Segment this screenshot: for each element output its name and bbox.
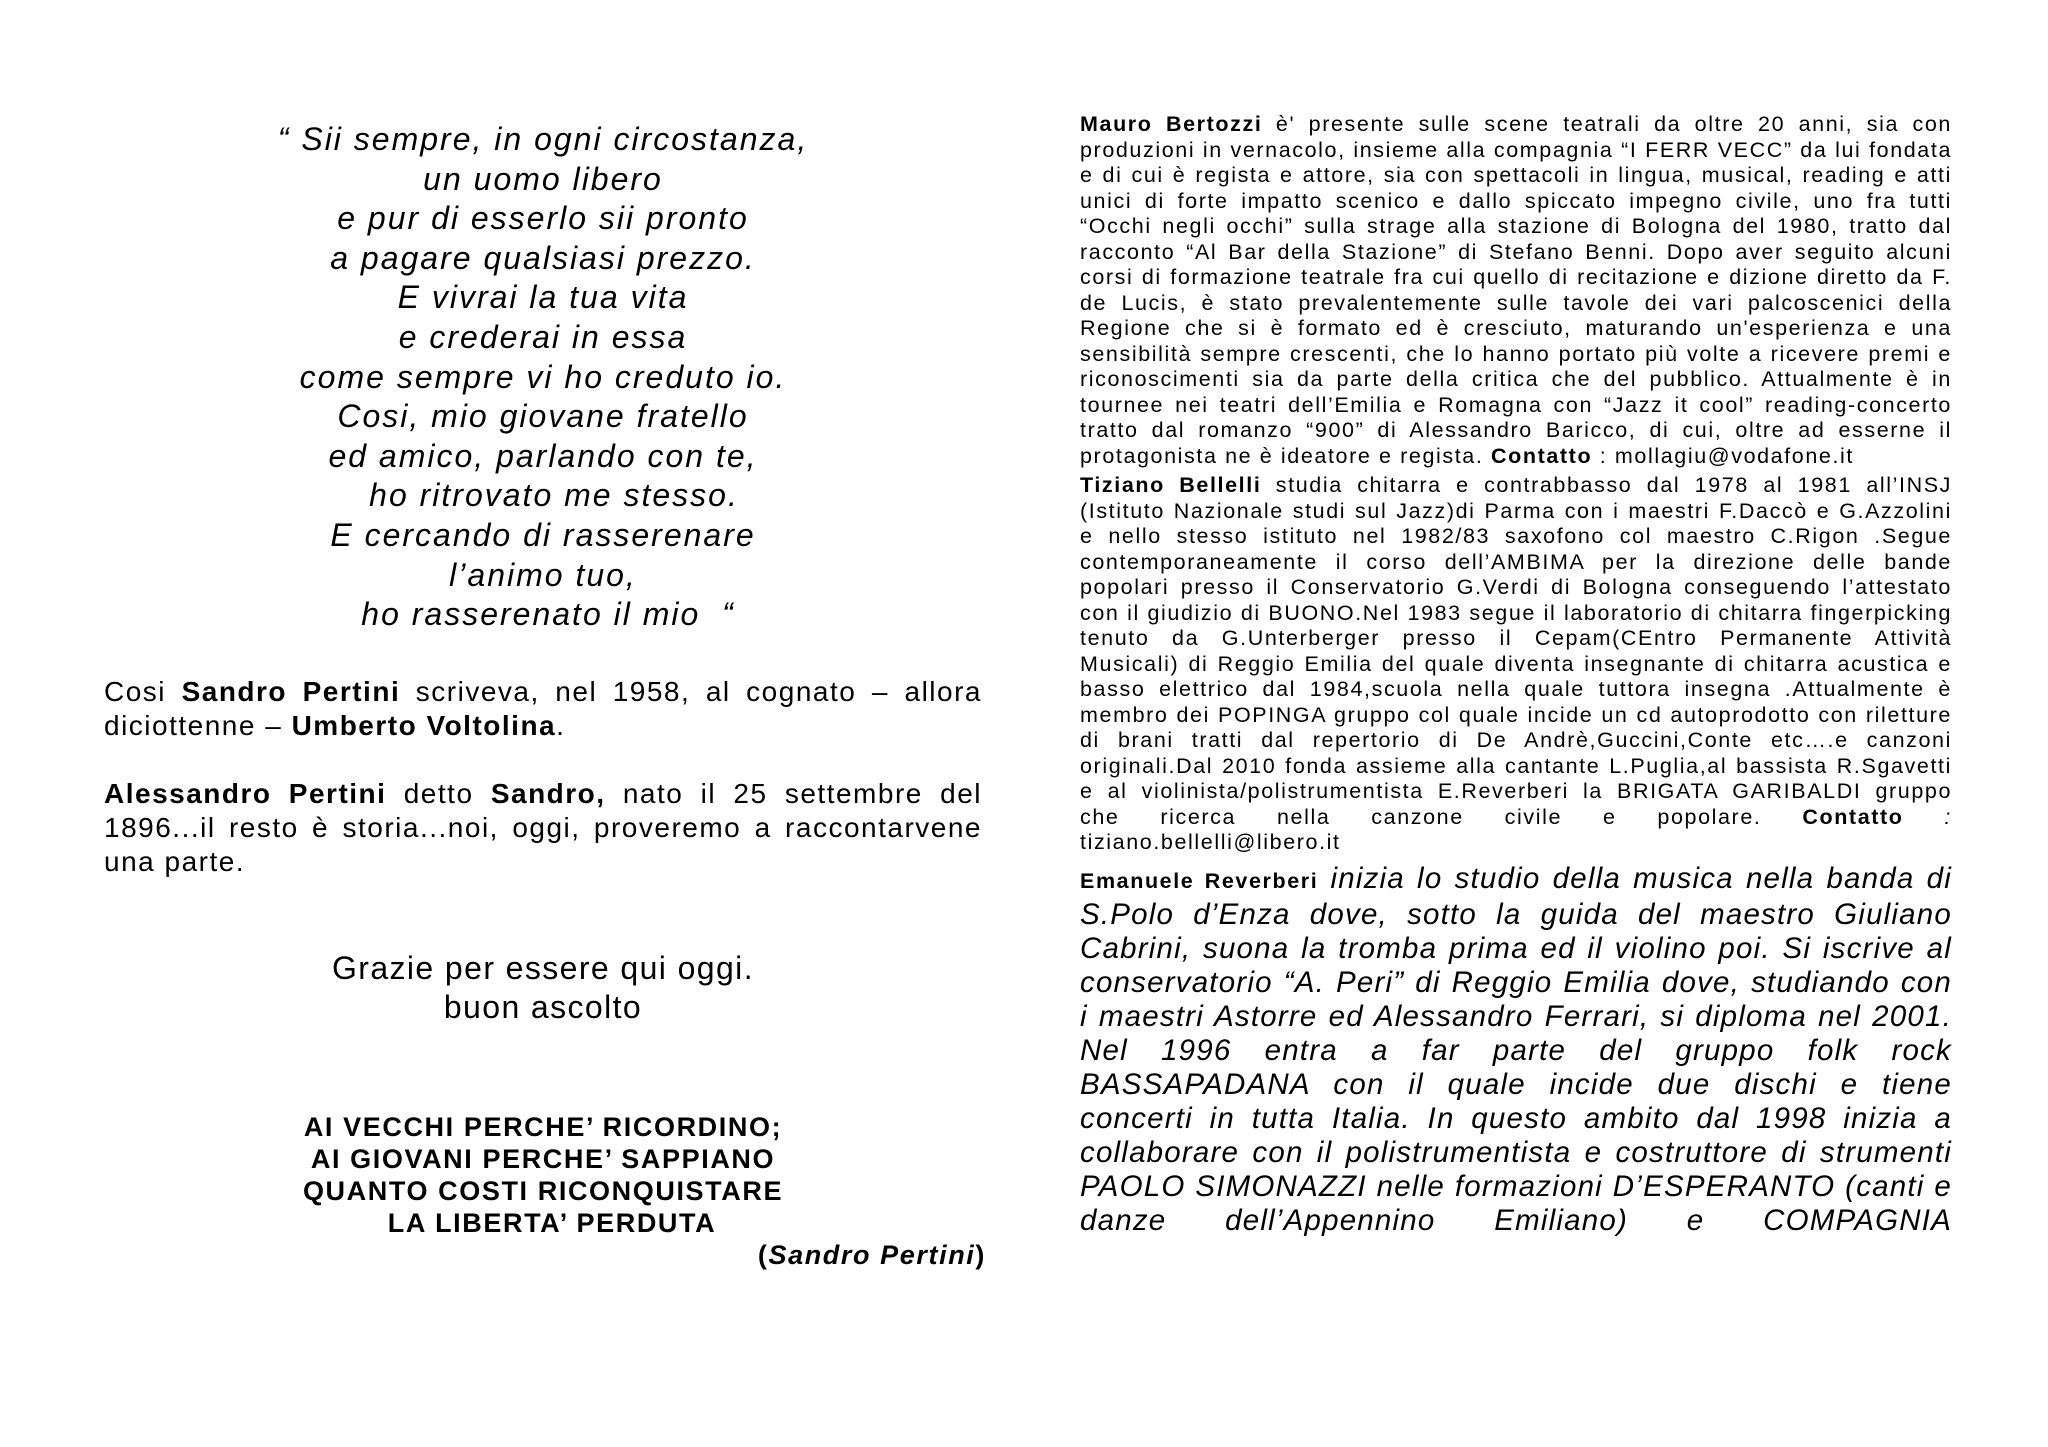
bio-tiziano-bellelli: Tiziano Bellelli studia chitarra e contrabbasso dal 1978 al 1981 all’INSJ (Istituto Nazionale studi sul Jazz)di Parma con i maestri F.Daccò e G.Azzolini e nello stesso istituto nel 1982/83 saxofono col maestro C.Rigon .Segue contemporaneamente il corso dell’AMBIMA per la direzione delle bande popolari presso il Conservatorio G.Verdi di Bologna conseguendo l’attestato con il giudizio di BUONO.Nel 1983 segue il laboratorio di chitarra fingerpicking tenuto da G.Unterberger presso il Cepam(CEntro Permanente Attività Musicali) di Reggio Emilia del quale diventa insegnante di chitarra acustica e basso elettrico dal 1984,scuola nella quale tuttora insegna .Attualmente è membro dei POPINGA gruppo col quale incide un cd autoprodotto con riletture di brani tratti dal repertorio di De Andrè,Guccini,Conte etc….e canzoni originali.Dal 2010 fonda assieme alla cantante L.Puglia,al bassista R.Sgavetti e al violinista/polistrumentista E.Reverberi la BRIGATA GARIBALDI gruppo che ricerca nella canzone civile e popolare. Contatto : tiziano.bellelli@libero.it	[1080, 473, 1952, 854]
bio-mauro-bertozzi: Mauro Bertozzi è' presente sulle scene teatrali da oltre 20 anni, sia con produzioni in vernacolo, insieme alla compagnia “I FERR VECC” da lui fondata e di cui è regista e attore, sia con spettacoli in lingua, musical, reading e atti unici di forte impatto scenico e dallo spiccato impegno civile, uno fra tutti “Occhi negli occhi” sulla strage alla stazione di Bologna del 1980, tratto dal racconto “Al Bar della Stazione” di Stefano Benni. Dopo aver seguito alcuni corsi di formazione teatrale fra cui quello di recitazione e dizione diretto da F. de Lucis, è stato prevalentemente sulle tavole dei vari palcoscenici della Regione che si è formato ed è cresciuto, maturando un'esperienza e una sensibilità sempre crescenti, che lo hanno portato più volte a ricevere premi e riconoscimenti sia da parte della critica che del pubblico. Attualmente è in tournee nei teatri dell’Emilia e Romagna con “Jazz it cool” reading-concerto tratto dal romanzo “900” di Alessandro Baricco, di cui, oltre ad esserne il protagonista ne è ideatore e regista. Contatto : mollagiu@vodafone.it	[1080, 112, 1952, 468]
poem-line: come sempre vi ho creduto io.	[299, 358, 787, 395]
poem-line: “ Sii sempre, in ogni circostanza,	[277, 121, 809, 157]
contact-email: tiziano.bellelli@libero.it	[1080, 830, 1341, 854]
bio-name: Mauro Bertozzi	[1080, 112, 1263, 136]
intro-paragraph-letter: Cosi Sandro Pertini scriveva, nel 1958, al cognato – allora diciottenne – Umberto Voltolina.	[104, 675, 982, 741]
bio-name: Emanuele Reverberi	[1080, 868, 1319, 893]
right-column-biographies	[1080, 112, 1952, 1238]
poem-line: ed amico, parlando con te,	[328, 437, 758, 474]
poem-line: ho ritrovato me stesso.	[369, 477, 739, 514]
poem-line: un uomo libero	[423, 160, 663, 197]
name-alessandro-pertini: Alessandro Pertini	[104, 777, 387, 809]
motto-line: AI VECCHI PERCHE’ RICORDINO;	[303, 1111, 783, 1142]
poem-line: e pur di esserlo sii pronto	[337, 200, 749, 237]
pertini-motto	[104, 1111, 982, 1239]
name-umberto-voltolina: Umberto Voltolina	[291, 709, 557, 741]
intro-paragraph-birth: Alessandro Pertini detto Sandro, nato il 25 settembre del 1896...il resto è storia...noi, oggi, proveremo a raccontarvene una parte.	[104, 777, 983, 877]
poem-line: l’animo tuo,	[449, 556, 637, 593]
motto-line: AI GIOVANI PERCHE’ SAPPIANO	[310, 1143, 776, 1174]
poem-line: Cosi, mio giovane fratello	[337, 398, 749, 435]
name-sandro: Sandro,	[490, 777, 606, 809]
poem-line: ho rasserenato il mio “	[361, 596, 735, 633]
poem-line: e crederai in essa	[398, 318, 688, 355]
poem-line: a pagare qualsiasi prezzo.	[330, 239, 756, 276]
poem-line: E cercando di rasserenare	[330, 516, 756, 553]
poem-line: E vivrai la tua vita	[397, 279, 689, 316]
name-sandro-pertini: Sandro Pertini	[181, 675, 401, 707]
motto-attribution: (Sandro Pertini)	[757, 1239, 986, 1270]
contact-email: mollagiu@vodafone.it	[1614, 443, 1855, 468]
pertini-letter-poem	[104, 120, 982, 635]
motto-line: LA LIBERTA’ PERDUTA	[387, 1207, 717, 1238]
thanks-message: Grazie per essere qui oggi. buon ascolto	[331, 949, 754, 1025]
bio-emanuele-reverberi: Emanuele Reverberi inizia lo studio della musica nella banda di S.Polo d’Enza dove, sotto la guida del maestro Giuliano Cabrini, suona la tromba prima ed il violino poi. Si iscrive al conservatorio “A. Peri” di Reggio Emilia dove, studiando con i maestri Astorre ed Alessandro Ferrari, si diploma nel 2001. Nel 1996 entra a far parte del gruppo folk rock BASSAPADANA con il quale incide due dischi e tiene concerti in tutta Italia. In questo ambito dal 1998 inizia a collaborare con il polistrumentista e costruttore di strumenti PAOLO SIMONAZZI nelle formazioni D’ESPERANTO (canti e danze dell’Appennino Emiliano) e COMPAGNIA	[1080, 861, 1952, 1237]
bio-name: Tiziano Bellelli	[1080, 473, 1262, 497]
motto-line: QUANTO COSTI RICONQUISTARE	[302, 1175, 784, 1206]
left-column	[104, 120, 986, 1271]
